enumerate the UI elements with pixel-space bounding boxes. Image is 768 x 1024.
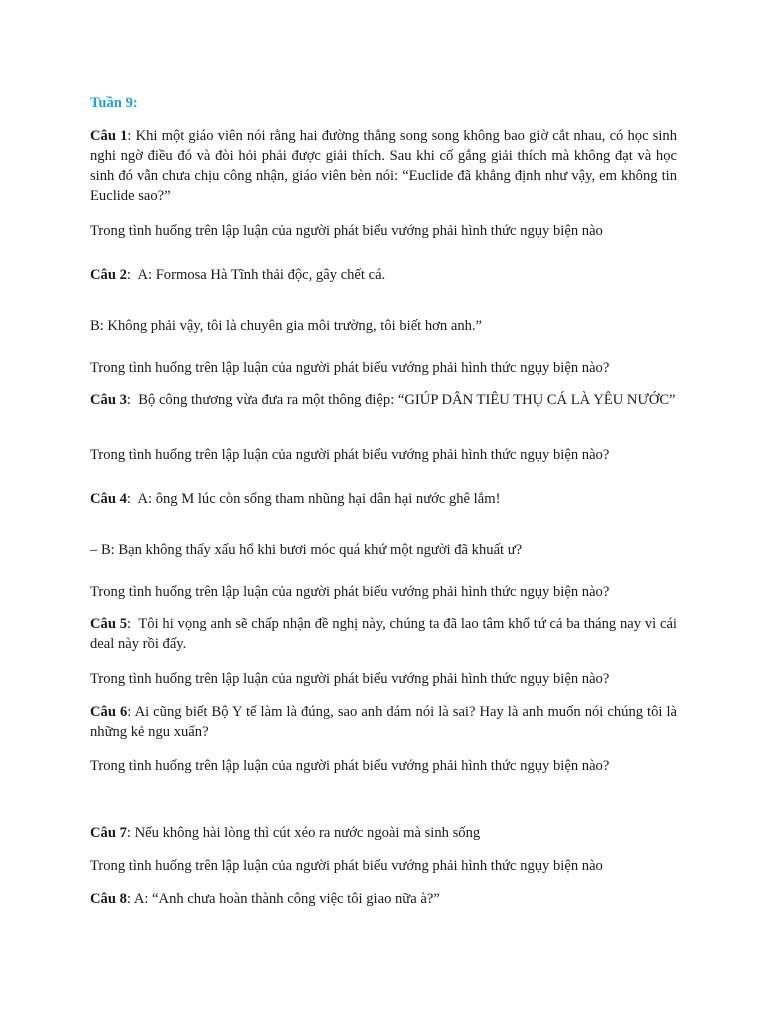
question-4-reply: – B: Bạn không thấy xấu hổ khi bươi móc quá khứ một người đã khuất ư? bbox=[90, 542, 523, 558]
question-text: A: “Anh chưa hoàn thành công việc tôi giao nữa à?” bbox=[133, 891, 440, 907]
label-separator: : bbox=[126, 825, 135, 841]
question-label: Câu 8 bbox=[90, 891, 127, 907]
question-2-reply: B: Không phải vậy, tôi là chuyên gia môi trường, tôi biết hơn anh.” bbox=[90, 318, 483, 334]
label-separator: : bbox=[126, 267, 138, 283]
question-6 bbox=[90, 702, 677, 742]
question-text: Tôi hi vọng anh sẽ chấp nhận đề nghị này, chúng ta đã lao tâm khổ tứ cả ba tháng nay vì cái deal này rồi đấy. bbox=[90, 616, 677, 652]
question-label: Câu 3 bbox=[90, 392, 127, 408]
question-4 bbox=[90, 489, 500, 509]
question-4-prompt: Trong tình huống trên lập luận của người phát biểu vướng phải hình thức ngụy biện nào? bbox=[90, 584, 610, 600]
question-1 bbox=[90, 126, 677, 206]
question-text: Khi một giáo viên nói rằng hai đường thẳng song song không bao giờ cắt nhau, có học sinh nghi ngờ điều đó và đòi hỏi phải được giải thích. Sau khi cố gắng giải thích mà không đạt và học sinh đó vẫn chưa chịu công nhận, giáo viên bèn nói: “Euclide đã khẳng định như vậy, em không tin Euclide sao?” bbox=[90, 128, 677, 204]
question-text: A: Formosa Hà Tĩnh thải độc, gây chết cá. bbox=[137, 267, 386, 283]
question-text: A: ông M lúc còn sống tham nhũng hại dân hại nước ghê lắm! bbox=[137, 491, 501, 507]
question-8 bbox=[90, 889, 440, 909]
label-separator: : bbox=[126, 891, 134, 907]
question-2 bbox=[90, 265, 385, 285]
label-separator: : bbox=[127, 128, 136, 144]
question-3 bbox=[90, 390, 677, 410]
question-label: Câu 2 bbox=[90, 267, 127, 283]
label-separator: : bbox=[126, 491, 138, 507]
question-label: Câu 7 bbox=[90, 825, 127, 841]
label-separator: : bbox=[127, 616, 139, 632]
question-2-prompt: Trong tình huống trên lập luận của người phát biểu vướng phải hình thức ngụy biện nào? bbox=[90, 360, 610, 376]
question-6-prompt: Trong tình huống trên lập luận của người phát biểu vướng phải hình thức ngụy biện nào? bbox=[90, 758, 610, 774]
question-label: Câu 6 bbox=[90, 704, 128, 720]
week-title: Tuần 9: bbox=[90, 95, 138, 111]
question-7 bbox=[90, 823, 480, 843]
label-separator: : bbox=[126, 392, 139, 408]
question-label: Câu 4 bbox=[90, 491, 127, 507]
question-text: Bộ công thương vừa đưa ra một thông điệp: “GIÚP DÂN TIÊU THỤ CÁ LÀ YÊU NƯỚC” bbox=[138, 392, 676, 408]
question-text: Nếu không hài lòng thì cút xéo ra nước ngoài mà sinh sống bbox=[134, 825, 481, 841]
question-3-prompt: Trong tình huống trên lập luận của người phát biểu vướng phải hình thức ngụy biện nào? bbox=[90, 447, 610, 463]
question-label: Câu 1 bbox=[90, 128, 128, 144]
question-7-prompt: Trong tình huống trên lập luận của người phát biểu vướng phải hình thức ngụy biện nào bbox=[90, 858, 603, 874]
question-text: Ai cũng biết Bộ Y tế làm là đúng, sao anh dám nói là sai? Hay là anh muốn nói chúng tôi là những kẻ ngu xuẩn? bbox=[90, 704, 678, 740]
question-1-prompt: Trong tình huống trên lập luận của người phát biểu vướng phải hình thức ngụy biện nào bbox=[90, 223, 603, 239]
question-5-prompt: Trong tình huống trên lập luận của người phát biểu vướng phải hình thức ngụy biện nào? bbox=[90, 671, 610, 687]
label-separator: : bbox=[127, 704, 135, 720]
question-label: Câu 5 bbox=[90, 616, 128, 632]
question-5 bbox=[90, 614, 677, 654]
